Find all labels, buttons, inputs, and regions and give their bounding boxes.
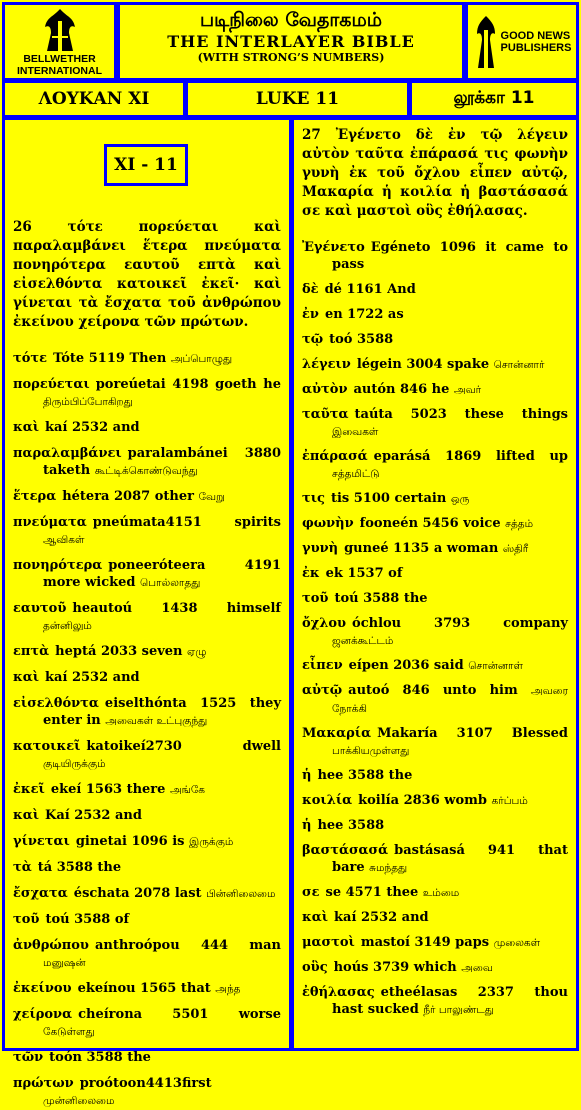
word-entry (13, 643, 281, 661)
transliteration-gloss: toú 3588 of (45, 912, 130, 927)
shepherd-logo-icon (473, 14, 499, 70)
right-column (291, 117, 579, 1051)
tamil-gloss: ஏழு (187, 646, 207, 658)
word-entry (302, 959, 568, 977)
tamil-gloss: ஸ்திரீ (502, 543, 529, 555)
transliteration-gloss: dé 1161 And (324, 282, 416, 297)
tamil-gloss: ஜனக்கூட்டம் (332, 635, 394, 647)
greek-word: τότε (13, 351, 48, 366)
greek-word: Μακαρία (302, 726, 372, 741)
transliteration-gloss: ginetai 1096 is (75, 834, 185, 849)
word-entry (13, 937, 281, 972)
word-entry (13, 833, 281, 851)
tamil-gloss: வேறு (198, 491, 225, 503)
tamil-gloss: சொன்னார் (493, 359, 545, 371)
tamil-gloss: மனுஷன் (43, 957, 86, 969)
tamil-gloss: பின்னிலைமை (206, 888, 276, 900)
transliteration-gloss: kaí 2532 and (45, 670, 140, 685)
word-entry (302, 817, 568, 835)
greek-word: ἐπάρασά (302, 449, 368, 464)
transliteration-gloss: bastásasá 941 that bare (332, 843, 568, 875)
transliteration-gloss: poneeróteera 4191 more wicked (43, 558, 281, 590)
word-entry (302, 682, 568, 718)
greek-word: αὐτῷ (302, 683, 343, 698)
word-entry (13, 376, 281, 411)
shepherd-logo-icon (39, 7, 81, 53)
transliteration-gloss: cheírona 5501 worse (78, 1007, 281, 1022)
word-entry (302, 909, 568, 927)
word-entry (13, 1075, 281, 1110)
greek-word: κοιλία (302, 793, 353, 808)
word-entry (302, 615, 568, 650)
transliteration-gloss: kaí 2532 and (45, 420, 140, 435)
word-entry (13, 695, 281, 730)
word-entry (13, 980, 281, 998)
greek-word: επτὰ (13, 644, 50, 659)
tamil-gloss: முன்னிலைமை (43, 1095, 115, 1107)
transliteration-gloss: heptá 2033 seven (55, 644, 183, 659)
tamil-gloss: கூட்டிக்கொண்டுவந்து (94, 465, 198, 477)
book-tamil: லூக்கா 11 (453, 88, 535, 108)
greek-word: εἶπεν (302, 658, 343, 673)
word-entry (302, 984, 568, 1019)
transliteration-gloss: toó 3588 (329, 332, 394, 347)
greek-word: κατοικεῖ (13, 739, 81, 754)
transliteration-gloss: se 4571 thee (325, 885, 419, 900)
word-entry (302, 448, 568, 483)
right-logo-box (465, 2, 579, 81)
greek-word: οὓς (302, 960, 328, 975)
transliteration-gloss: eípen 2036 said (348, 658, 464, 673)
word-entry (13, 911, 281, 929)
transliteration-gloss: eparásá 1869 lifted up (373, 449, 568, 464)
transliteration-gloss: proótoon4413first (79, 1076, 212, 1091)
transliteration-gloss: tá 3588 the (37, 860, 122, 875)
greek-word: τοῦ (302, 591, 329, 606)
greek-word: παραλαμβάνει (13, 446, 122, 461)
tamil-gloss: இவைகள் (332, 426, 379, 438)
greek-word: πορεύεται (13, 377, 90, 392)
transliteration-gloss: paralambánei 3880 taketh (43, 446, 281, 478)
transliteration-gloss: autón 846 he (353, 382, 450, 397)
word-entry (13, 738, 281, 773)
verse-27-text: 27 Ἐγένετο δὲ ἐν τῷ λέγειν αὐτὸν ταῦτα ἐπάρασά τις φωνὴν γυνὴ ἐκ τοῦ ὄχλου εἶπεν αὐτῷ, Μακαρία ἡ κοιλία ἡ βαστάσασά σε καὶ μαστοὶ οὓς ἐθήλασας. (302, 127, 568, 219)
greek-word: ὄχλου (302, 616, 347, 631)
transliteration-gloss: koilía 2836 womb (358, 793, 487, 808)
word-entry (302, 842, 568, 877)
word-entry (302, 540, 568, 558)
transliteration-gloss: ekeínou 1565 that (77, 981, 211, 996)
transliteration-gloss: hee 3588 the (317, 768, 413, 783)
tamil-gloss: முலைகள் (493, 937, 541, 949)
greek-word: τοῦ (13, 912, 40, 927)
greek-word: ἐθήλασας (302, 985, 375, 1000)
transliteration-gloss: hoús 3739 which (333, 960, 457, 975)
greek-word: ἕτερα (13, 489, 57, 504)
word-entry (302, 725, 568, 760)
tamil-gloss: குடியிருக்கும் (43, 758, 106, 770)
tamil-gloss: உம்மை (422, 887, 460, 899)
tamil-gloss: கர்ப்பம் (491, 795, 528, 807)
word-entry (302, 767, 568, 785)
transliteration-gloss: toón 3588 the (49, 1050, 151, 1065)
transliteration-gloss: pneúmata4151 spirits (92, 515, 281, 530)
transliteration-gloss: óchlou 3793 company (352, 616, 568, 631)
left-logo-line2: INTERNATIONAL (17, 64, 102, 77)
right-word-list (302, 239, 568, 1019)
tamil-gloss: சொன்னாள் (468, 660, 523, 672)
tamil-gloss: அவரை நோக்கி (332, 685, 568, 715)
word-entry (302, 565, 568, 583)
tamil-gloss: ஒரு (450, 493, 470, 505)
tamil-gloss: சத்தமிட்டு (332, 468, 380, 480)
greek-word: καὶ (13, 670, 40, 685)
word-entry (302, 884, 568, 902)
word-entry (302, 934, 568, 952)
tamil-gloss: அப்பொழுது (170, 353, 233, 365)
left-word-list (13, 350, 281, 1110)
word-entry (302, 657, 568, 675)
transliteration-gloss: kaí 2532 and (334, 910, 429, 925)
transliteration-gloss: Egéneto 1096 it came to pass (332, 240, 568, 272)
transliteration-gloss: poreúetai 4198 goeth he (95, 377, 281, 392)
transliteration-gloss: ekeí 1563 there (50, 782, 166, 797)
left-column (2, 117, 292, 1107)
greek-word: εἰσελθόντα (13, 696, 99, 711)
verse-26-text: 26 τότε πορεύεται καὶ παραλαμβάνει ἕτερα πνεύματα πονηρότερα εαυτοῦ επτὰ καὶ εἰσελθόντα κατοικεῖ ἐκεῖ· καὶ γίνεται τὰ ἔσχατα τοῦ ἀνθρώπου ἐκείνου χείρονα τῶν πρώτων. (13, 219, 281, 330)
transliteration-gloss: Kaí 2532 and (45, 808, 142, 823)
greek-word: εαυτοῦ (13, 601, 67, 616)
greek-word: αὐτὸν (302, 382, 348, 397)
tamil-title: படிநிலை வேதாகமம் (199, 9, 383, 31)
transliteration-gloss: autoó 846 unto him (348, 683, 518, 698)
page-subtitle: (WITH STRONG’S NUMBERS) (197, 51, 385, 64)
tamil-gloss: அவர் (453, 384, 482, 396)
right-logo-line2: PUBLISHERS (500, 41, 572, 54)
tamil-gloss: அவை (461, 962, 493, 974)
tamil-gloss: சத்தம் (505, 518, 534, 530)
word-entry (13, 1006, 281, 1041)
greek-word: βαστάσασά (302, 843, 389, 858)
greek-word: καὶ (302, 910, 329, 925)
greek-word: ἔσχατα (13, 886, 68, 901)
tamil-gloss: அந்த (215, 983, 241, 995)
greek-word: χείρονα (13, 1007, 73, 1022)
greek-word: γίνεται (13, 834, 70, 849)
tamil-gloss: சுமந்தது (369, 862, 408, 874)
word-entry (302, 356, 568, 374)
greek-word: ἐκείνου (13, 981, 72, 996)
left-logo-line1: BELLWETHER (23, 52, 96, 65)
word-entry (302, 490, 568, 508)
book-english-box (185, 80, 410, 118)
word-entry (13, 445, 281, 480)
greek-word: τὰ (13, 860, 32, 875)
book-greek: ΛΟΥΚΑΝ XI (38, 89, 150, 109)
greek-word: ταῦτα (302, 407, 349, 422)
transliteration-gloss: taúta 5023 these things (354, 407, 568, 422)
word-entry (13, 557, 281, 592)
word-entry (13, 419, 281, 437)
word-entry (302, 331, 568, 349)
word-entry (13, 669, 281, 687)
word-entry (13, 781, 281, 799)
transliteration-gloss: en 1722 as (324, 307, 404, 322)
transliteration-gloss: hétera 2087 other (62, 489, 194, 504)
right-logo-line1: GOOD NEWS (500, 29, 571, 42)
greek-word: ἐκεῖ (13, 782, 45, 797)
word-entry (302, 590, 568, 608)
left-logo-box (2, 2, 117, 81)
word-entry (302, 381, 568, 399)
greek-word: ἐν (302, 307, 319, 322)
word-entry (13, 488, 281, 506)
book-greek-box (2, 80, 186, 118)
tamil-gloss: கேடுள்ளது (43, 1026, 95, 1038)
tamil-gloss: நீர் பாலுண்டது (423, 1004, 494, 1016)
greek-word: ἐκ (302, 566, 320, 581)
greek-word: γυνὴ (302, 541, 339, 556)
transliteration-gloss: katoikeí2730 dwell (86, 739, 281, 754)
greek-word: πονηρότερα (13, 558, 103, 573)
word-entry (302, 515, 568, 533)
tamil-gloss: திரும்பிப்போகிறது (43, 396, 133, 408)
greek-word: ἡ (302, 768, 312, 783)
tamil-gloss: பாக்கியமுள்ளது (332, 745, 410, 757)
word-entry (302, 281, 568, 299)
greek-word: ἀνθρώπου (13, 938, 89, 953)
word-entry (13, 350, 281, 368)
greek-word: λέγειν (302, 357, 351, 372)
word-entry (13, 859, 281, 877)
tamil-gloss: பொல்லாதது (140, 577, 201, 589)
word-entry (13, 514, 281, 549)
word-entry (13, 1049, 281, 1067)
transliteration-gloss: anthroópou 444 man (94, 938, 281, 953)
transliteration-gloss: toú 3588 the (334, 591, 428, 606)
word-entry (13, 600, 281, 635)
greek-word: Ἐγένετο (302, 240, 365, 255)
greek-word: τῷ (302, 332, 324, 347)
greek-word: καὶ (13, 420, 40, 435)
greek-word: σε (302, 885, 320, 900)
greek-word: δὲ (302, 282, 319, 297)
tamil-gloss: அவைகள் உட்புகுந்து (105, 715, 208, 727)
tamil-gloss: இருக்கும் (188, 836, 234, 848)
tamil-gloss: ஆவிகள் (43, 534, 85, 546)
greek-word: πνεύματα (13, 515, 87, 530)
greek-word: ἡ (302, 818, 312, 833)
word-entry (302, 306, 568, 324)
tamil-gloss: தன்னிலும் (43, 620, 92, 632)
transliteration-gloss: etheélasas 2337 thou hast sucked (332, 985, 568, 1017)
transliteration-gloss: heautoú 1438 himself (72, 601, 281, 616)
book-tamil-box (409, 80, 579, 118)
transliteration-gloss: légein 3004 spake (356, 357, 490, 372)
transliteration-gloss: eiselthónta 1525 they enter in (43, 696, 281, 728)
transliteration-gloss: guneé 1135 a woman (344, 541, 499, 556)
transliteration-gloss: tis 5100 certain (330, 491, 447, 506)
transliteration-gloss: Tóte 5119 Then (53, 351, 167, 366)
transliteration-gloss: ek 1537 of (325, 566, 403, 581)
transliteration-gloss: éschata 2078 last (73, 886, 202, 901)
transliteration-gloss: fooneén 5456 voice (359, 516, 501, 531)
transliteration-gloss: hee 3588 (317, 818, 385, 833)
word-entry (13, 807, 281, 825)
word-entry (302, 406, 568, 441)
chapter-label: XI - 11 (104, 144, 188, 186)
transliteration-gloss: Makaría 3107 Blessed (377, 726, 568, 741)
greek-word: καὶ (13, 808, 40, 823)
greek-word: μαστοὶ (302, 935, 355, 950)
title-box (117, 2, 465, 81)
greek-word: πρώτων (13, 1076, 74, 1091)
tamil-gloss: அங்கே (169, 784, 205, 796)
word-entry (13, 885, 281, 903)
greek-word: φωνὴν (302, 516, 354, 531)
book-english: LUKE 11 (255, 89, 340, 109)
word-entry (302, 792, 568, 810)
greek-word: τις (302, 491, 325, 506)
transliteration-gloss: mastoí 3149 paps (360, 935, 490, 950)
page-title: THE INTERLAYER BIBLE (167, 32, 415, 51)
greek-word: τῶν (13, 1050, 44, 1065)
word-entry (302, 239, 568, 274)
